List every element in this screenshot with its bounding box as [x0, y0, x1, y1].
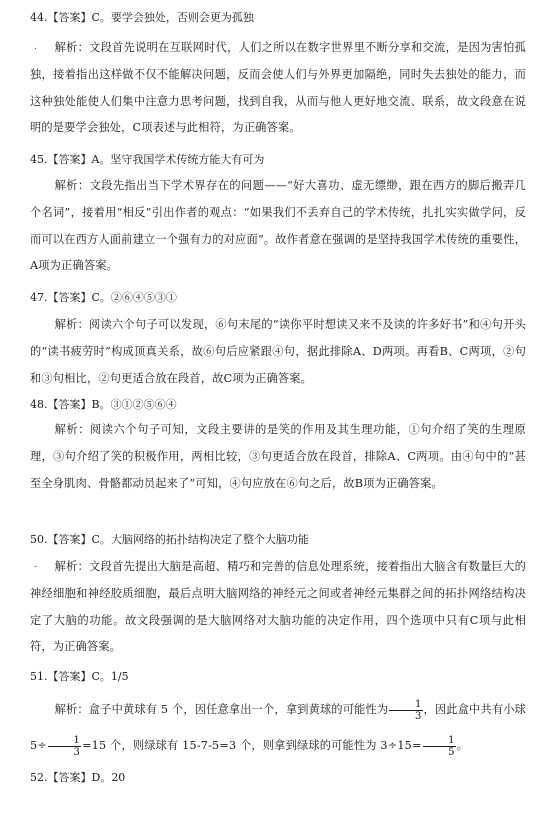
margin-mark: . [34, 42, 37, 52]
q45-explanation: 解析：文段先指出当下学术界存在的问题——“好大喜功、虚无缥缈，跟在西方的脚后搬弄几个名词”，接着用“相反”引出作者的观点：“如果我们不丢弃自己的学术传统，扎扎实实做学问，反而可以在西方人面前建立一个强有力的对应面”。故作者意在强调的是坚持我国学术传统的重要性，A项为正确答案。 [30, 179, 526, 273]
q47-explanation: 解析：阅读六个句子可以发现，⑥句末尾的“读你平时想读又来不及读的许多好书”和④句开头的“读书疲劳时”构成顶真关系，故⑥句后应紧跟④句，据此排除A、D两项。再看B、C两项，②句和③句相比，②句更适合放在段首，故C项为正确答案。 [30, 318, 526, 385]
q52-header: 52.【答案】D。20 [30, 771, 126, 784]
q51-explanation [30, 692, 526, 764]
q51-header: 51.【答案】C。1/5 [30, 670, 129, 683]
fraction-one-fifth: $\frac{1}{5}$ [423, 735, 456, 758]
q51-text-a: 解析：盒子中黄球有 5 个，因任意拿出一个，拿到黄球的可能性为 [54, 703, 389, 716]
q45-header: 45.【答案】A。坚守我国学术传统方能大有可为 [30, 153, 265, 166]
q50-explanation: 解析：文段首先提出大脑是高超、精巧和完善的信息处理系统，接着指出大脑含有数量巨大的神经细胞和神经胶质细胞，最后点明大脑网络的神经元之间或者神经元集群之间的拓扑网络结构决定了大脑的功能。故文段强调的是大脑网络对大脑功能的决定作用，四个选项中只有C项与此相符，为正确答案。 [30, 560, 526, 654]
fraction-one-third: $\frac{1}{3}$ [48, 735, 81, 758]
q50-header: 50.【答案】C。大脑网络的拓扑结构决定了整个大脑功能 [30, 533, 309, 546]
q44-header: 44.【答案】C。要学会独处，否则会更为孤独 [30, 11, 254, 24]
q44-explanation: 解析：文段首先说明在互联网时代，人们之所以在数字世界里不断分享和交流，是因为害怕孤独，接着指出这样做不仅不能解决问题，反而会使人们与外界更加隔绝，同时失去独处的能力，而这种独处能使人们集中注意力思考问题，找到自我，从而与他人更好地交流、联系，故文段意在说明的是要学会独处，C项表述与此相符，为正确答案。 [30, 41, 526, 135]
q48-explanation: 解析：阅读六个句子可知，文段主要讲的是笑的作用及其生理功能，①句介绍了笑的生理原理，③句介绍了笑的积极作用，两相比较，③句更适合放在段首，排除A、C两项。由④句中的“甚至全身肌肉、骨骼都动员起来了”可知，④句应放在⑥句之后，故B项为正确答案。 [30, 423, 526, 490]
fraction-one-third: $\frac{1}{3}$ [389, 699, 422, 722]
q51-text-d: 。 [456, 739, 469, 752]
q51-text-c: =15 个，则绿球有 15-7-5=3 个，则拿到绿球的可能性为 3÷15= [82, 739, 422, 752]
q47-header: 47.【答案】C。②⑥④⑤③① [30, 291, 177, 304]
q48-header: 48.【答案】B。③①②⑤⑥④ [30, 398, 177, 411]
margin-mark: - [34, 562, 38, 572]
q51-text-b: ，因此盒中共有小球 5÷ [30, 703, 526, 752]
